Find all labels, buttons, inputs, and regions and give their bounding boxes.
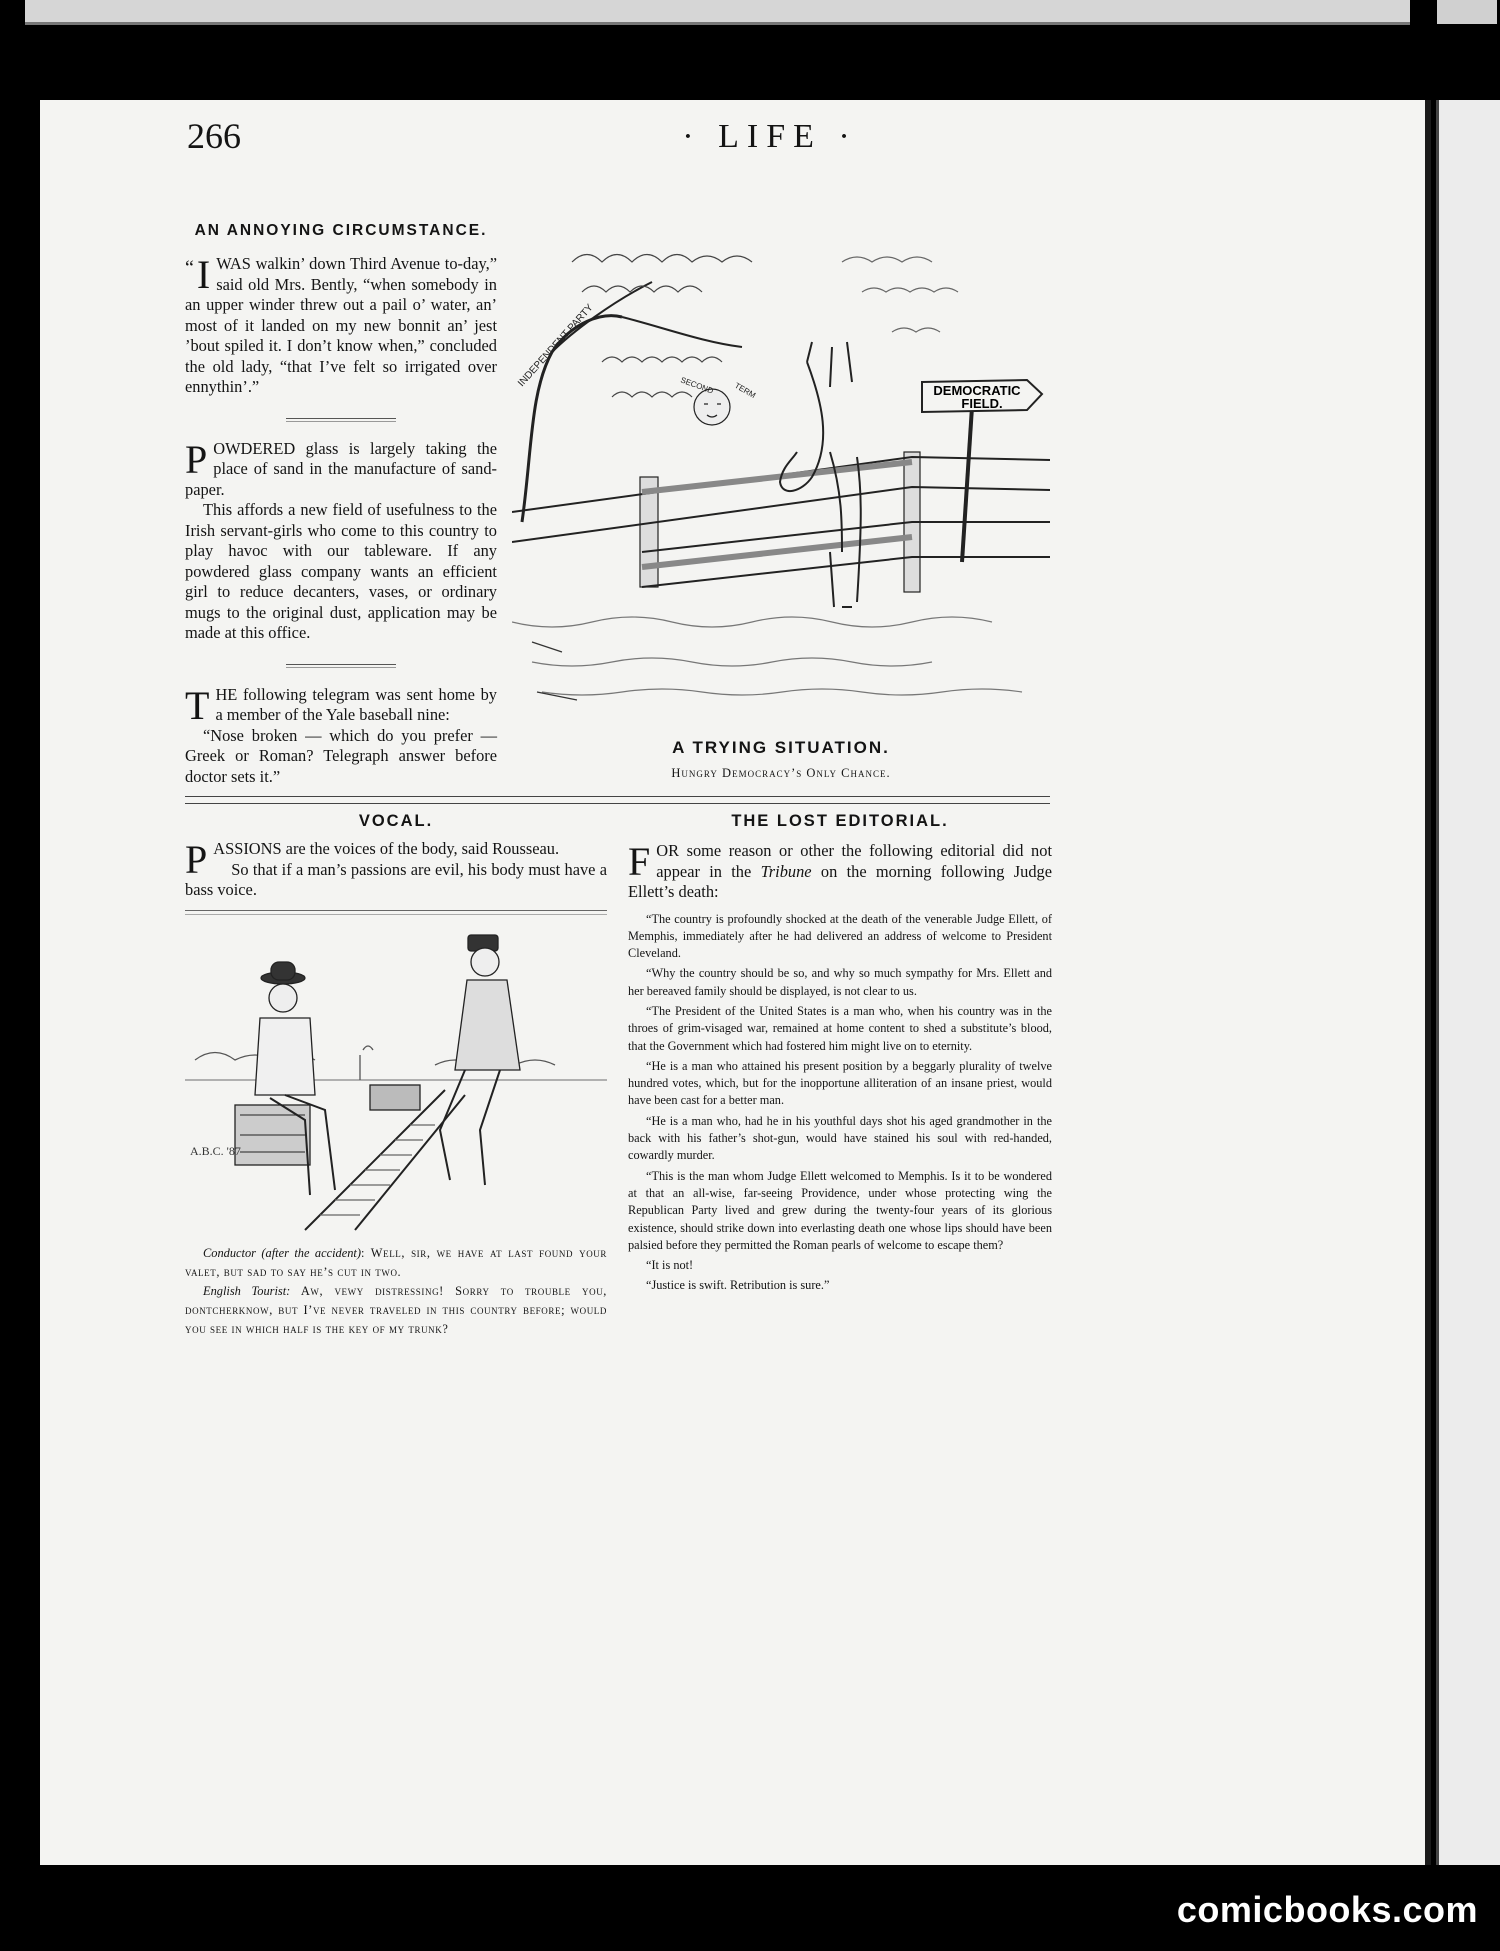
right-column-bottom <box>628 812 1052 1295</box>
dropcap-p: P <box>185 436 208 482</box>
conductor-tourist-illustration <box>185 930 607 1235</box>
artist-signature: A.B.C. '87 <box>190 1144 241 1158</box>
cartoon-title: A TRYING SITUATION. <box>672 738 890 757</box>
article-body-annoying <box>185 254 497 398</box>
dropcap-f: F <box>628 839 651 884</box>
editorial-paragraph: “The country is profoundly shocked at the death of the venerable Judge Ellett, of Memphis, immediately after he had delivered an address of welcome to President Cleveland. <box>628 911 1052 961</box>
article-title-annoying: AN ANNOYING CIRCUMSTANCE. <box>194 222 488 239</box>
article-body-powdered <box>185 436 497 501</box>
section-divider <box>286 418 396 419</box>
speaker-note: (after the accident) <box>261 1246 361 1260</box>
masthead: · LIFE · <box>682 118 858 155</box>
sign-text-1: DEMOCRATIC <box>933 383 1021 398</box>
page-number: 266 <box>187 116 241 156</box>
caption-line-2 <box>185 1282 607 1339</box>
scan-border-top <box>0 0 1500 100</box>
double-divider <box>185 796 1050 804</box>
conductor-line: : Well, sir, we have at last found your valet, but sad to say he’s cut in two. <box>185 1246 607 1279</box>
caption-line-1 <box>185 1244 607 1282</box>
dropcap-t: T <box>185 682 210 728</box>
watermark: comicbooks.com <box>1176 1889 1478 1930</box>
vocal-text-2: So that if a man’s passions are evil, his body must have a bass voice. <box>185 859 607 899</box>
powdered-text-1: OWDERED glass is largely taking the place of sand in the manufacture of sand-paper. <box>185 438 497 499</box>
section-divider <box>286 664 396 665</box>
telegram-text-1: HE following telegram was sent home by a member of the Yale baseball nine: <box>215 684 497 724</box>
editorial-paragraph: “This is the man whom Judge Ellett welcomed to Memphis. Is it to be wondered at that an all-wise, far-seeing Providence, under whose protecting wing the Republican Party lived and grew during the twenty-four years of its glorious existence, should strike down into everlasting death one whose lips should have been palsied before they permitted the Roman pearls of welcome to escape them? <box>628 1168 1052 1252</box>
powdered-text-2: This affords a new field of usefulness to the Irish servant-girls who come to this country to play havoc with our tableware. If any powdered glass company wants an efficient girl to reduce decanters, vases, or ordinary mugs to the original dust, application may be made at this office. <box>185 500 497 642</box>
left-column-top <box>185 222 497 787</box>
term-label-2: TERM <box>733 380 758 401</box>
democratic-field-sign <box>922 380 1042 412</box>
editorial-paragraph: “The President of the United States is a man who, when his country was in the throes of grim-visaged war, remained at home content to shed a substitute’s blood, that the Government which had fostered him might live on to eternity. <box>628 1003 1052 1053</box>
dropcap-i: I <box>196 252 211 297</box>
cartoon-illustration <box>512 222 1050 732</box>
sign-text-2: FIELD. <box>961 396 1003 411</box>
tree-trunk <box>522 316 622 522</box>
intro-tribune: Tribune <box>760 861 812 881</box>
cartoon-subtitle: Hungry Democracy’s Only Chance. <box>671 766 891 780</box>
left-column-bottom <box>185 812 607 901</box>
editorial-paragraph: “He is a man who, had he in his youthful days shot his aged grandmother in the back with his father’s shot-gun, would have stained his soul with red-handed, cowardly murder. <box>628 1113 1052 1163</box>
tourist-line: Aw, vewy distressing! Sorry to trouble you, dontcherknow, but I’ve never traveled in this country before; would you see in which half is the key of my trunk? <box>185 1284 607 1336</box>
speaker-conductor: Conductor <box>203 1246 257 1260</box>
previous-page-edge <box>25 0 1410 25</box>
branch-label: INDEPENDENT PARTY <box>516 302 596 390</box>
term-label-1: SECOND <box>679 375 715 396</box>
article-title-vocal: VOCAL. <box>358 812 434 830</box>
open-quote: “ <box>185 257 194 279</box>
cleveland-face <box>694 389 730 425</box>
annoying-text: WAS walkin’ down Third Avenue to-day,” said old Mrs. Bently, “when somebody in an upper winder threw out a pail o’ water, an’ most of it landed on my new bonnit an’ jest ’bout spiled it. I don’t know when,” concluded the old lady, “that I’ve felt so irrigated over ennythin’.” <box>185 254 497 396</box>
previous-page-edge-right <box>1437 0 1497 24</box>
telegram-text-2: “Nose broken — which do you prefer — Greek or Roman? Telegraph answer before doctor sets it.” <box>185 725 497 786</box>
dropcap-p: P <box>185 837 208 882</box>
editorial-paragraph: “Justice is swift. Retribution is sure.” <box>646 1278 830 1293</box>
speaker-tourist: English Tourist: <box>203 1284 291 1298</box>
intro-text-a: OR some reason or other the following editorial did not appear in the <box>656 841 1052 881</box>
editorial-paragraph: “He is a man who attained his present position by a beggarly plurality of twelve hundred votes, which, but for the inopportune alliteration of an insane priest, would have been cast for a better man. <box>628 1058 1052 1108</box>
vocal-text-1: ASSIONS are the voices of the body, said Rousseau. <box>213 839 560 858</box>
editorial-paragraph: “It is not! <box>646 1258 694 1273</box>
article-title-lost-editorial: THE LOST EDITORIAL. <box>731 812 949 830</box>
editorial-intro <box>628 841 1052 903</box>
editorial-paragraph: “Why the country should be so, and why so much sympathy for Mrs. Ellett and her bereaved family should be displayed, is not clear to us. <box>628 966 1052 998</box>
next-page-edge <box>1436 100 1500 1865</box>
illustration-caption <box>185 1244 607 1339</box>
section-divider <box>185 910 607 915</box>
article-body-telegram <box>185 682 497 728</box>
intro-text-b: on the morning following Judge Ellett’s death: <box>628 861 1052 901</box>
